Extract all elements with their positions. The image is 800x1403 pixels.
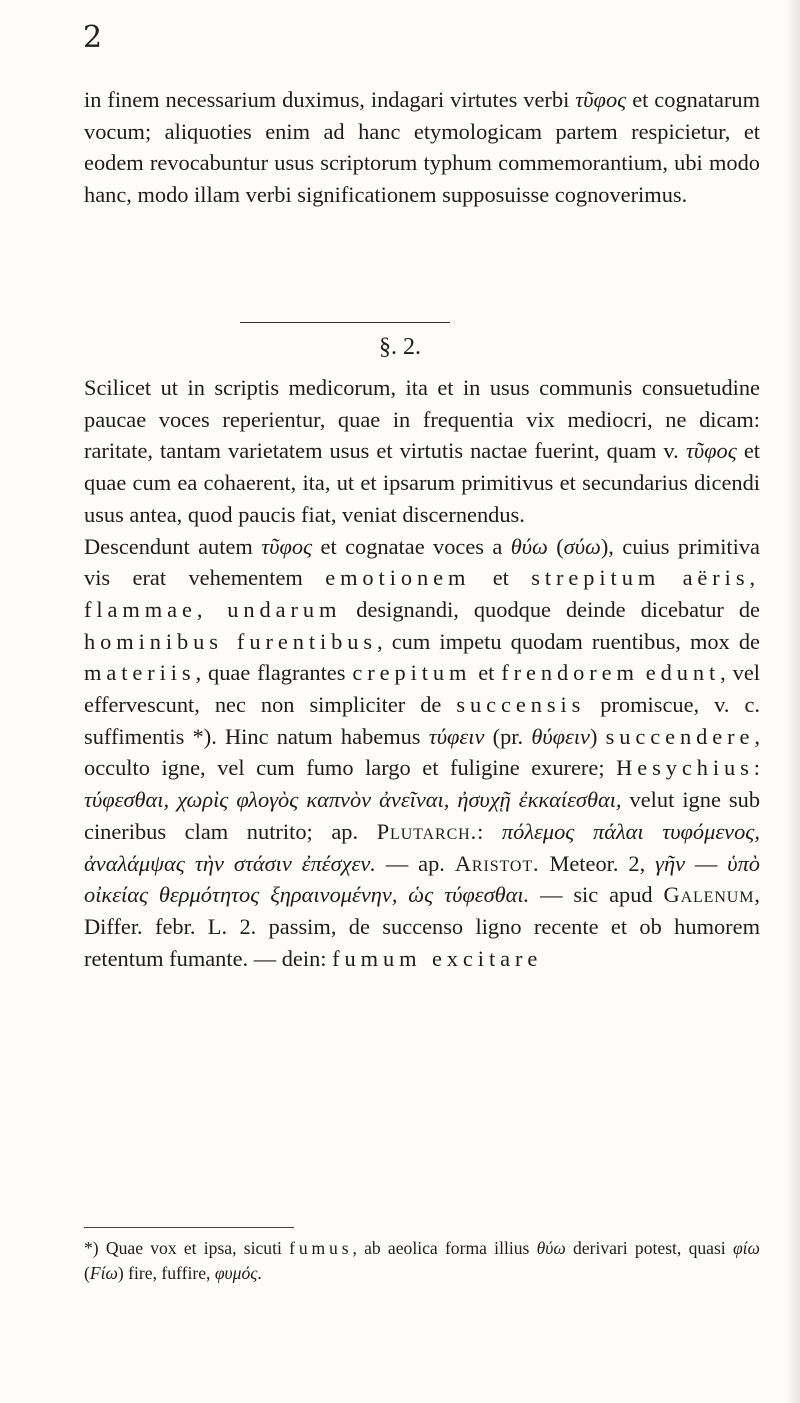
text-run: derivari potest, quasi	[565, 1238, 733, 1258]
text-run: et cognatarum vocum; aliquoties enim ad hanc etymologicam partem respicietur, et eodem revocabuntur usus scriptorum typhum commemorantium, ubi modo hanc, modo illam verbi significationem supposuisse cognoverimus.	[84, 87, 760, 208]
author-name: Hesychius	[616, 755, 754, 781]
spaced-term: succendere	[605, 723, 755, 749]
greek-term: τῦφος	[685, 438, 737, 464]
greek-term: τύφειν	[428, 723, 485, 749]
text-run: Meteor. 2,	[539, 850, 656, 876]
text-run: —	[685, 850, 728, 876]
page-edge-shadow	[786, 0, 800, 1403]
text-run: ) fire, fuffire,	[117, 1263, 215, 1283]
greek-term: φίω	[732, 1238, 760, 1258]
text-run: Scilicet ut in scriptis medicorum, ita et in usus communis consuetudine paucae voces reperientur, quae in frequentia vix mediocri, ne dicam: raritate, tantam varietatem usus et virtutis nactae fuerint, quam v.	[84, 375, 760, 464]
greek-term: θύω	[510, 533, 548, 559]
opening-paragraph	[84, 84, 760, 211]
text-run: ), cuius primitiva vis erat vehementem	[84, 533, 760, 591]
greek-quote: πόλεμος πάλαι τυφόμενος, ἀναλάμψας τὴν στάσιν ἐπέσχεν.	[84, 818, 760, 876]
text-run: , ab aeolica forma illius	[352, 1238, 537, 1258]
section-heading: §. 2.	[379, 334, 421, 360]
text-run: (pr.	[484, 723, 532, 749]
author-name: Aristot.	[454, 850, 540, 876]
greek-quote: τύφεσθαι, χωρὶς φλογὸς καπνὸν ἀνεῖναι, ἠσυχῇ ἐκκαίεσθαι,	[84, 787, 622, 813]
page-number: 2	[83, 20, 103, 55]
author-name: Galenum	[663, 882, 755, 908]
text-run: velut igne sub cineribus clam nutrito; ap.	[84, 787, 761, 844]
text-run: )	[589, 723, 606, 749]
text-run: .	[257, 1263, 262, 1283]
spaced-term: fumum excitare	[332, 945, 543, 971]
spaced-term: emotionem	[325, 565, 471, 591]
text-run: — ap.	[375, 850, 455, 876]
text-run	[639, 660, 646, 685]
text-run: , vel effervescunt, nec non simpliciter de	[84, 660, 761, 718]
section-divider	[240, 322, 450, 323]
spaced-term: crepitum	[352, 660, 472, 686]
spaced-term: strepitum	[531, 565, 661, 591]
footnote-divider	[84, 1227, 294, 1228]
greek-term: γῆν	[655, 850, 686, 876]
paragraph-descendunt	[84, 531, 760, 975]
spaced-term: edunt	[645, 660, 721, 686]
greek-term: σύω	[563, 533, 601, 559]
author-name: Plutarch.	[376, 818, 478, 844]
text-run: et quae cum ea cohaerent, ita, ut et ipsarum primitivus et secundarius dicendi usus antea, quod paucis fiat, veniat discernendus.	[84, 438, 761, 527]
text-run: , Differ. febr. L. 2. passim, de succenso ligno recente et ob humorem retentum fumante. — dein:	[84, 882, 760, 971]
greek-term: φυμός	[214, 1263, 258, 1283]
text-run: — sic apud	[529, 882, 664, 908]
greek-term: θύφειν	[531, 723, 590, 749]
text-run: in finem necessarium duximus, indagari virtutes verbi	[84, 87, 576, 112]
text-run: promiscue, v. c. suffimentis *). Hinc natum habemus	[84, 692, 760, 749]
text-run: designandi, quodque deinde dicebatur de	[341, 596, 760, 622]
text-run: , quae flagrantes	[195, 660, 353, 686]
spaced-term: aëris, flammae, undarum	[84, 565, 760, 622]
footnote	[84, 1236, 760, 1286]
text-run: , cum impetu quodam ruentibus, mox de	[377, 628, 760, 654]
spaced-term: succensis	[456, 692, 586, 718]
paragraph-text	[84, 84, 760, 211]
text-run: et cognatae voces a	[312, 533, 511, 559]
text-run: (	[547, 533, 564, 559]
section-body	[84, 372, 760, 974]
text-run: *) Quae vox et ipsa, sicuti	[84, 1238, 290, 1258]
greek-term: Fίω	[89, 1263, 118, 1283]
text-run	[660, 565, 682, 590]
spaced-term: fumus	[289, 1238, 353, 1258]
text-run: :	[477, 818, 502, 844]
text-run: et	[470, 565, 532, 591]
text-run: (	[84, 1263, 90, 1283]
text-run: Descendunt autem	[84, 533, 262, 559]
greek-term: τῦφος	[261, 533, 313, 559]
spaced-term: hominibus furentibus	[84, 628, 378, 654]
text-run: :	[753, 755, 760, 781]
text-run: , occulto igne, vel cum fumo largo et fuligine exurere;	[84, 723, 760, 781]
greek-quote: ὑπὸ οἰκείας θερμότητος ξηραινομένην, ὡς τύφεσθαι.	[84, 850, 760, 908]
text-run: et	[471, 660, 502, 686]
greek-term: τῦφος	[575, 87, 627, 112]
greek-term: θύω	[536, 1238, 566, 1258]
paragraph-scilicet	[84, 372, 760, 531]
spaced-term: materiis	[84, 660, 196, 686]
spaced-term: frendorem	[501, 660, 639, 686]
